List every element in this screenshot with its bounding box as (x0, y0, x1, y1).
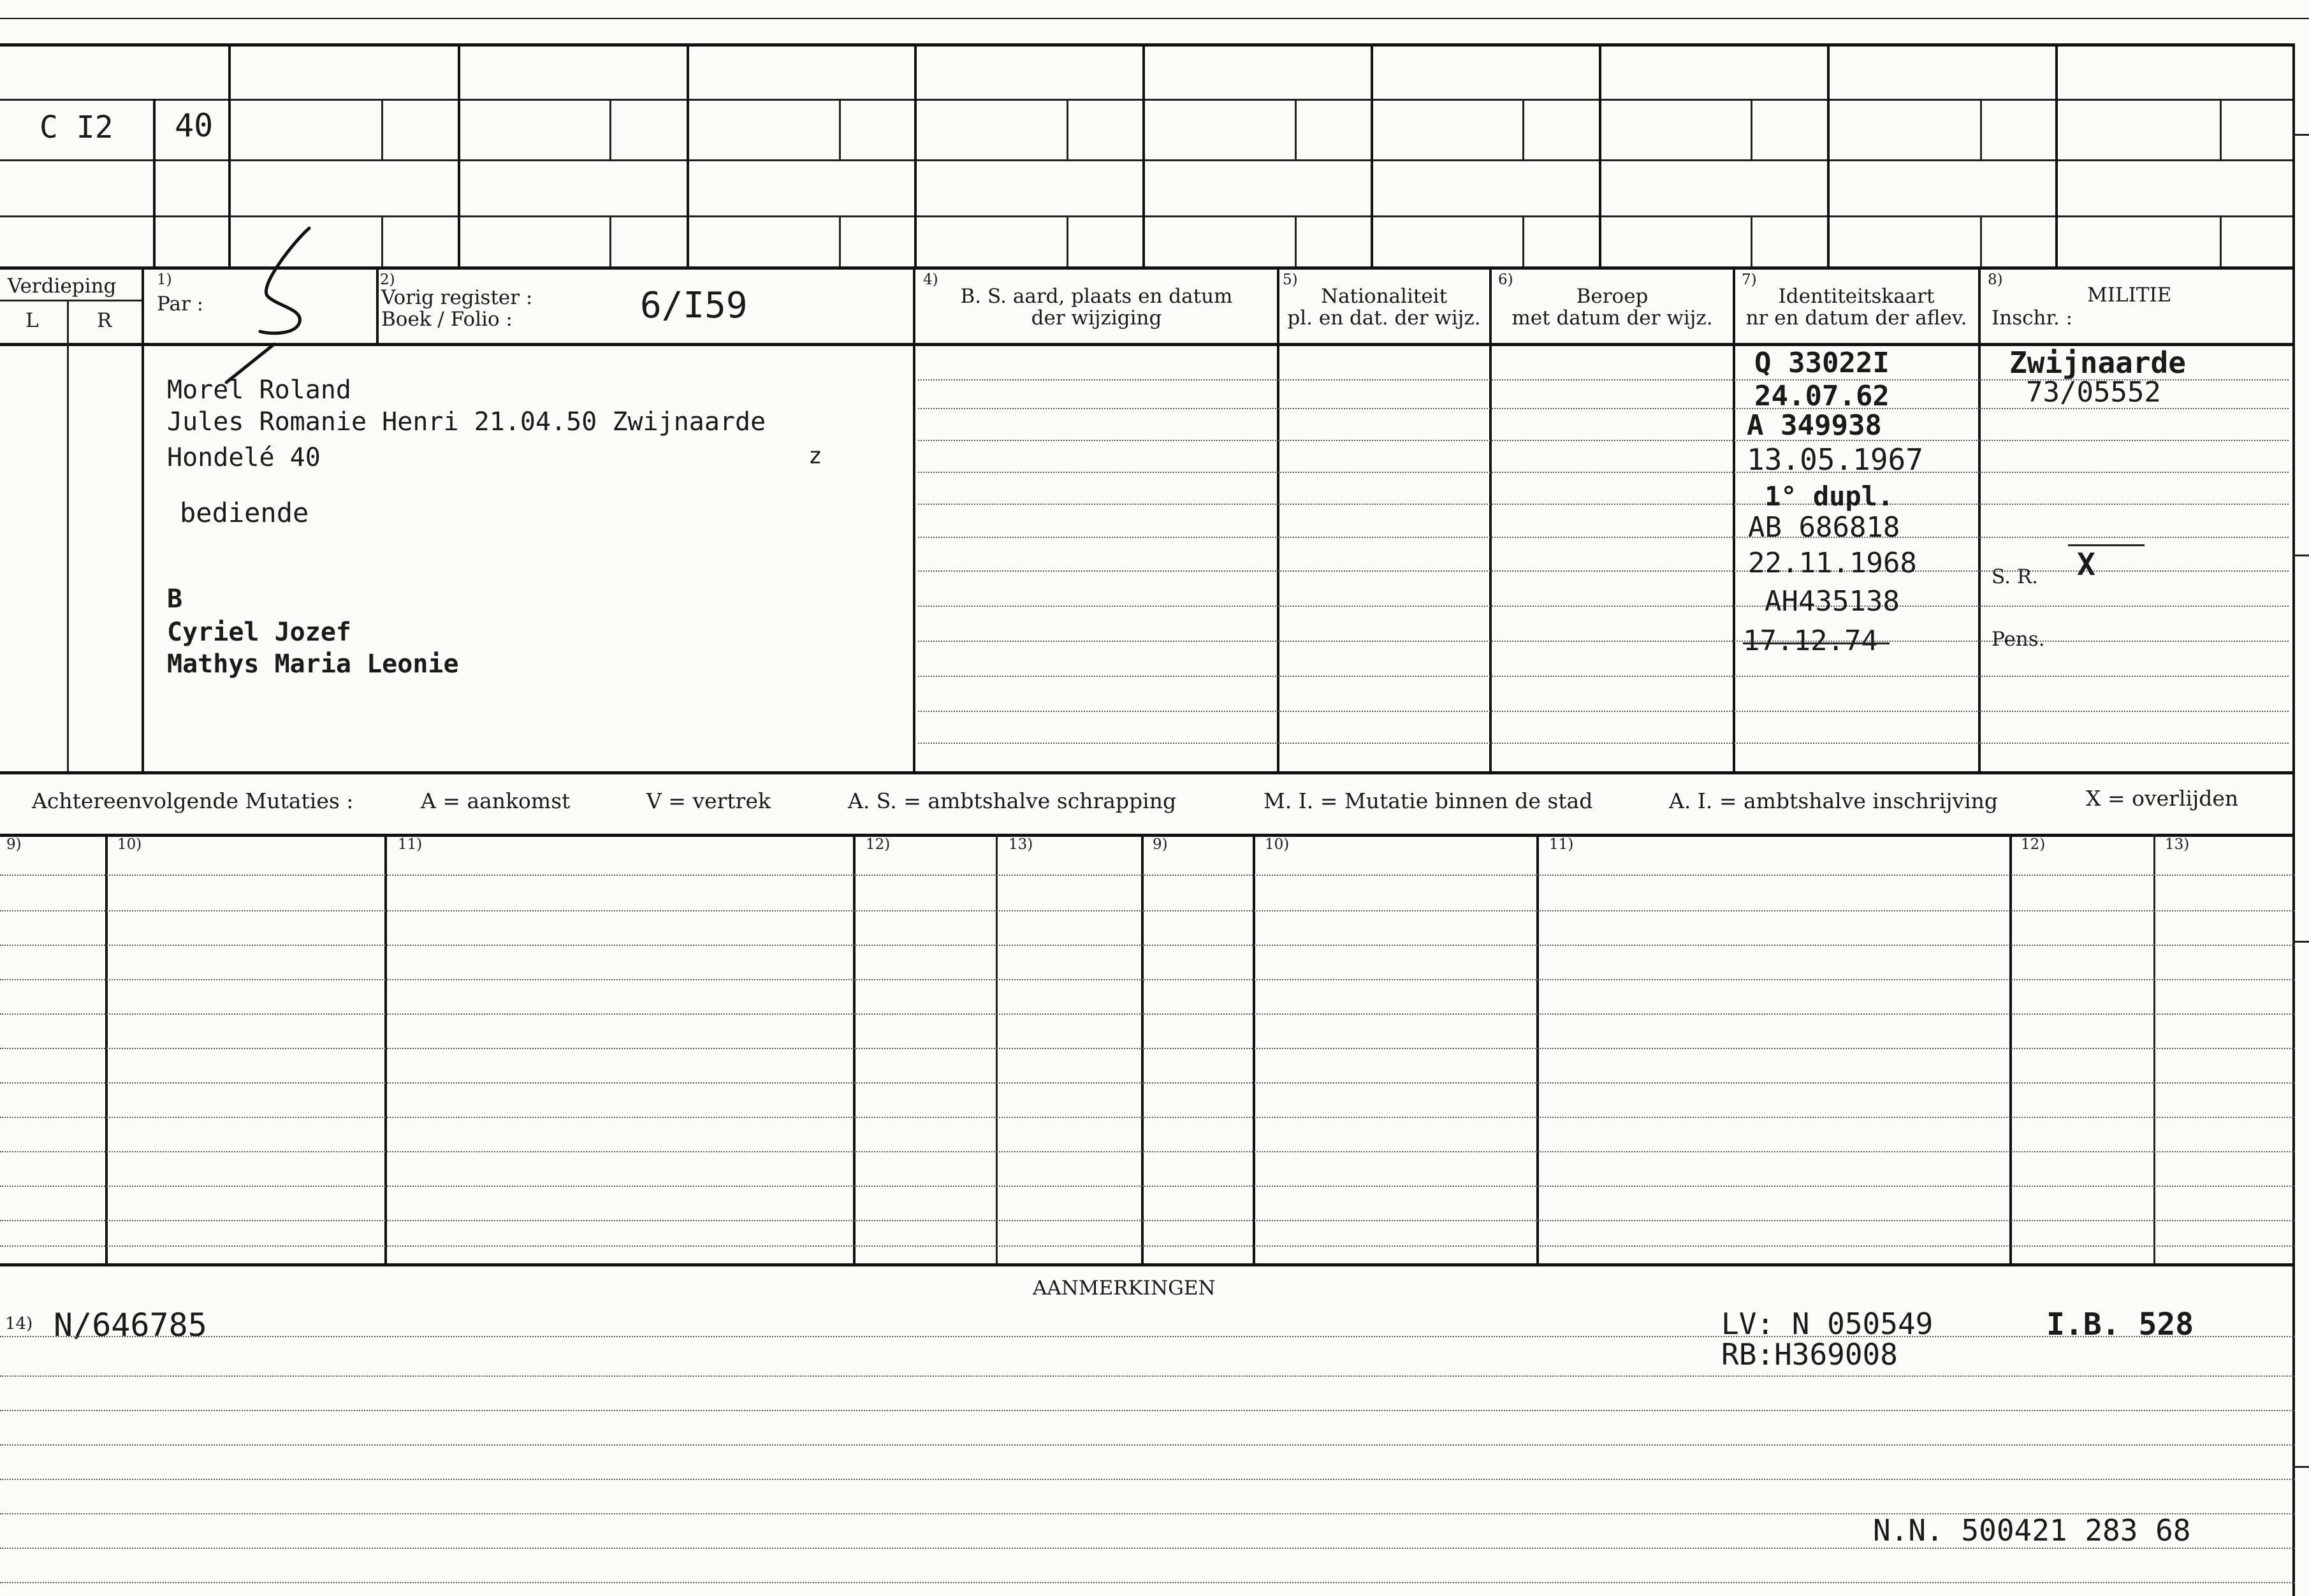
body-dotted-row (918, 711, 2289, 712)
mutations-dotted-row (0, 945, 2295, 946)
id-card-strikethrough (1743, 642, 1890, 644)
person-address: Hondelé 40 (167, 443, 321, 472)
top-grid-divider (2220, 99, 2222, 159)
bs-label-line1: B. S. aard, plaats en datum (960, 285, 1233, 308)
remarks-dotted-row (0, 1375, 2295, 1377)
col-line-beroep (1733, 266, 1735, 771)
body-bottom-border (0, 771, 2295, 774)
par-label: Par : (157, 293, 204, 316)
legend-mutatie: M. I. = Mutatie binnen de stad (1264, 788, 1593, 813)
body-dotted-row (918, 472, 2289, 473)
par-field-number: 1) (157, 272, 172, 288)
remarks-number: 14) (5, 1314, 33, 1333)
vorig-register-label: Vorig register : (381, 286, 533, 309)
legend-inschrijving: A. I. = ambtshalve inschrijving (1669, 788, 1999, 813)
mutations-dotted-row (0, 1186, 2295, 1187)
top-grid-row-line (0, 99, 2295, 101)
beroep-field-number: 6) (1498, 272, 1513, 288)
mut-col-num: 12) (2021, 836, 2046, 853)
id-field-number: 7) (1742, 272, 1757, 288)
id-card-entry: 22.11.1968 (1748, 547, 1917, 579)
beroep-label-line2: met datum der wijz. (1511, 307, 1713, 330)
remarks-dotted-row (0, 1582, 2295, 1583)
militie-label: MILITIE (2087, 284, 2172, 307)
nat-label-line1: Nationaliteit (1320, 285, 1448, 308)
id-card-entry: A 349938 (1747, 409, 1882, 442)
body-dotted-row (918, 743, 2289, 744)
person-father: Cyriel Jozef (167, 618, 351, 647)
edge-tick (2292, 555, 2309, 556)
remarks-ib: I.B. 528 (2046, 1307, 2194, 1342)
col-line-l (67, 300, 69, 771)
top-grid-divider (1295, 215, 1297, 266)
top-grid-divider (839, 215, 841, 266)
mut-col-num: 10) (117, 836, 142, 853)
person-b-mark: B (167, 584, 183, 614)
mutations-dotted-row (0, 910, 2295, 911)
body-dotted-row (918, 504, 2289, 505)
top-grid-row-line (0, 215, 2295, 217)
top-grid-divider (1751, 99, 1752, 159)
body-dotted-row (918, 606, 2289, 607)
remarks-title: AANMERKINGEN (1033, 1277, 1216, 1300)
remarks-dotted-row (0, 1336, 2295, 1337)
top-grid-divider (1980, 99, 1982, 159)
person-mark-z: z (808, 443, 822, 469)
bs-label-line2: der wijziging (1031, 307, 1162, 330)
beroep-label-line1: Beroep (1576, 285, 1649, 308)
register-code: C I2 (40, 110, 113, 145)
mutations-dotted-row (0, 874, 2295, 876)
id-card-entry: Q 33022I (1754, 347, 1890, 379)
national-number: N.N. 500421 283 68 (1873, 1513, 2191, 1548)
top-grid-divider (381, 99, 383, 159)
col-line-id (1978, 266, 1981, 771)
legend-schrapping: A. S. = ambtshalve schrapping (848, 788, 1177, 813)
col-line-r (142, 266, 144, 771)
top-grid-divider (1827, 43, 1830, 266)
top-grid-divider (1980, 215, 1982, 266)
id-label-line2: nr en datum der aflev. (1745, 307, 1967, 330)
mutations-dotted-row (0, 1048, 2295, 1049)
legend-aankomst: A = aankomst (421, 788, 571, 813)
edge-tick (2292, 134, 2309, 136)
mut-col-num: 11) (1549, 836, 1574, 853)
col-l-label: L (25, 309, 39, 332)
edge-tick (2292, 941, 2309, 943)
mutations-dotted-row (0, 1151, 2295, 1152)
person-mother: Mathys Maria Leonie (167, 649, 459, 679)
legend-overlijden: X = overlijden (2086, 786, 2239, 811)
remarks-dotted-row (0, 1444, 2295, 1446)
top-grid-divider (458, 43, 460, 266)
top-grid-divider (2055, 43, 2058, 266)
top-grid-divider (1522, 99, 1524, 159)
vorig-field-number: 2) (380, 272, 395, 288)
nat-field-number: 5) (1283, 272, 1298, 288)
top-grid-divider (1295, 99, 1297, 159)
mutations-dotted-row (0, 1013, 2295, 1015)
person-given-names-birth: Jules Romanie Henri 21.04.50 Zwijnaarde (167, 407, 766, 437)
top-grid-divider (1751, 215, 1752, 266)
id-card-entry: AH435138 (1765, 585, 1900, 618)
col-line-bs (1277, 266, 1279, 771)
header-bottom-border (0, 343, 2295, 346)
header-top-border (0, 266, 2295, 270)
legend-vertrek: V = vertrek (646, 788, 771, 813)
mutations-top-border (0, 834, 2295, 837)
top-grid-border (0, 43, 2295, 47)
inschr-label: Inschr. : (1992, 307, 2073, 330)
mutations-dotted-row (0, 1220, 2295, 1221)
bs-field-number: 4) (923, 272, 938, 288)
id-card-entry: AB 686818 (1748, 511, 1900, 544)
id-card-entry: 13.05.1967 (1747, 442, 1923, 477)
mutations-bottom-border (0, 1263, 2295, 1266)
militie-place: Zwijnaarde (2009, 345, 2186, 380)
mutations-dotted-row (0, 979, 2295, 980)
body-dotted-row (918, 676, 2289, 677)
top-grid-divider (687, 43, 689, 266)
right-page-border (2292, 43, 2295, 1596)
mutations-dotted-row (0, 1245, 2295, 1247)
body-dotted-row (918, 537, 2289, 538)
remarks-dotted-row (0, 1479, 2295, 1480)
id-label-line1: Identiteitskaart (1778, 285, 1935, 308)
mut-col-num: 11) (398, 836, 423, 853)
body-dotted-row (918, 440, 2289, 441)
top-grid-divider (381, 215, 383, 266)
person-occupation: bediende (180, 497, 309, 528)
id-card-entry: 24.07.62 (1754, 380, 1890, 412)
top-grid-divider (1599, 43, 1601, 266)
top-grid-divider (1067, 99, 1068, 159)
sr-label: S. R. (1992, 565, 2039, 588)
verdieping-divider (0, 300, 143, 301)
col-line-vorig (913, 266, 915, 771)
remarks-reference: N/646785 (54, 1307, 207, 1344)
mut-col-num: 13) (1009, 836, 1033, 853)
verdieping-label: Verdieping (8, 275, 117, 298)
sr-value: X (2077, 547, 2095, 583)
remarks-rb: RB:H369008 (1721, 1337, 1898, 1372)
boek-folio-value: 6/I59 (640, 285, 748, 326)
remarks-dotted-row (0, 1548, 2295, 1549)
militie-field-number: 8) (1988, 272, 2003, 288)
top-scan-edge (0, 18, 2309, 19)
pens-label: Pens. (1992, 628, 2045, 651)
remarks-lv: LV: N 050549 (1721, 1307, 1934, 1341)
nat-label-line2: pl. en dat. der wijz. (1287, 307, 1481, 330)
handwritten-paraph (223, 223, 319, 389)
edge-tick (2292, 1466, 2309, 1468)
top-grid-divider (2220, 215, 2222, 266)
boek-folio-label: Boek / Folio : (381, 308, 513, 331)
col-line-nat (1489, 266, 1492, 771)
id-card-entry: 17.12.74 (1743, 625, 1878, 657)
top-grid-divider (609, 99, 611, 159)
top-grid-divider (1142, 43, 1145, 266)
legend-title: Achtereenvolgende Mutaties : (32, 788, 354, 813)
register-number: 40 (175, 107, 214, 144)
top-grid-divider (1067, 215, 1068, 266)
militie-number: 73/05552 (2026, 376, 2161, 409)
col-r-label: R (97, 309, 112, 332)
body-dotted-row (918, 641, 2289, 642)
top-grid-divider (914, 43, 917, 266)
mutations-dotted-row (0, 1117, 2295, 1118)
col-line-par (376, 266, 379, 343)
top-grid-row-line (0, 159, 2295, 161)
top-grid-divider (1522, 215, 1524, 266)
top-grid-divider (1371, 43, 1373, 266)
person-name: Morel Roland (167, 375, 351, 405)
top-grid-divider (609, 215, 611, 266)
mut-col-num: 9) (1153, 836, 1168, 853)
id-card-entry: 1° dupl. (1765, 481, 1894, 512)
mut-col-num: 10) (1265, 836, 1290, 853)
top-grid-divider (839, 99, 841, 159)
top-grid-divider (153, 99, 156, 266)
mut-col-num: 13) (2165, 836, 2190, 853)
mut-col-num: 12) (866, 836, 891, 853)
mut-col-num: 9) (6, 836, 22, 853)
militie-dash (2068, 544, 2145, 546)
mutations-dotted-row (0, 1082, 2295, 1084)
remarks-dotted-row (0, 1410, 2295, 1411)
